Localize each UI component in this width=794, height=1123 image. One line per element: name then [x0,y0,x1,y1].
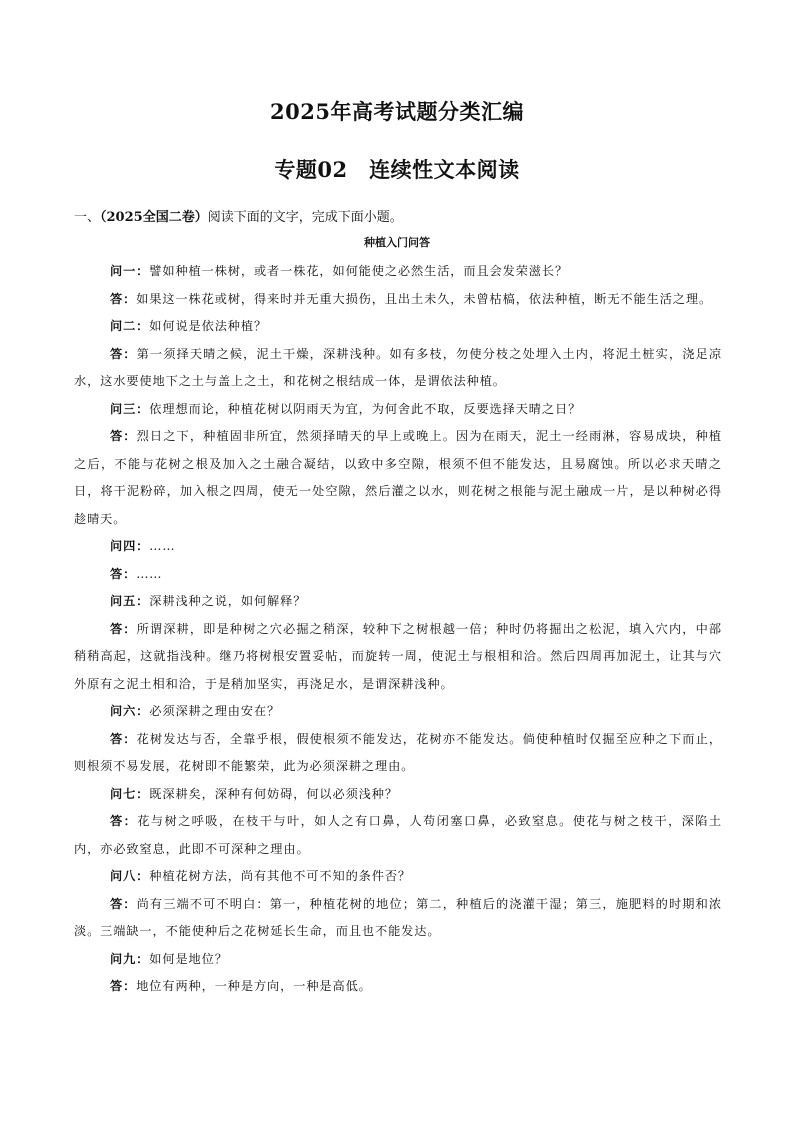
qa-label: 问三： [110,401,150,416]
qa-label: 答： [110,429,137,443]
paragraph [74,341,722,396]
question-intro [74,206,403,225]
qa-text: 烈日之下，种植固非所宜，然须择晴天的早上或晚上。因为在雨天，泥土一经雨淋，容易成块，种植之后，不能与花树之根及加入之土融合凝结，以致中多空隙，根须不但不能发达，且易腐蚀。所以必求天晴之日，将干泥粉碎，加入根之四周，使无一处空隙，然后灌之以水，则花树之根能与泥土融成一片，是以种树必得趁晴天。 [74,429,722,526]
qa-label: 答： [110,566,137,581]
qa-label: 问一： [110,264,150,278]
paragraph [74,863,722,891]
qa-text: …… [149,539,176,553]
qa-text: …… [136,566,163,581]
paragraph [74,616,722,699]
qa-text: 如何说是依法种植？ [149,319,268,333]
qa-text: 譬如种植一株树，或者一株花，如何能使之必然生活，而且会发荣滋长？ [149,264,569,278]
qa-text: 所谓深耕，即是种树之穴必掘之稍深，较种下之树根越一倍；种时仍将掘出之松泥，填入穴内，中部稍稍高起，这就指浅种。继乃将树根安置妥帖，而旋转一周，使泥土与根相和洽。然后四周再加泥土，让其与穴外原有之泥土相和洽，于是稍加坚实，再浇足水，是谓深耕浅种。 [74,621,722,691]
article-title: 种植入门问答 [364,236,430,249]
paragraph [74,808,722,863]
paragraph [74,286,722,314]
qa-label: 答： [110,896,137,911]
paragraph [74,698,722,726]
qa-text: 第一须择天晴之候，泥土干燥，深耕浅种。如有多枝，勿使分枝之处埋入土内，将泥土桩实，浇足凉水，这水要使地下之土与盖上之土，和花树之根结成一体，是谓依法种植。 [74,346,722,388]
paragraph [74,258,722,286]
qa-text: 花与树之呼吸，在枝干与叶，如人之有口鼻，人苟闭塞口鼻，必致窒息。使花与树之枝干，深陷土内，亦必致窒息，此即不可深种之理由。 [74,814,722,856]
qa-text: 必须深耕之理由安在？ [149,704,281,718]
qa-text: 深耕浅种之说，如何解释？ [149,594,307,608]
paragraph [74,946,722,974]
qa-text: 种植花树方法，尚有其他不可不知的条件否？ [149,869,412,883]
paragraph [74,726,722,781]
paragraph [74,396,722,424]
paragraph [74,313,722,341]
qa-label: 问八： [110,869,150,883]
qa-label: 答： [110,346,137,361]
article-body [74,258,722,1001]
qa-label: 答： [110,979,137,993]
paragraph [74,891,722,946]
qa-label: 问六： [110,704,150,718]
qa-text: 依理想而论，种植花树以阴雨天为宜，为何舍此不取，反要选择天晴之日？ [149,401,582,416]
paragraph [74,781,722,809]
qa-label: 问九： [110,951,150,966]
qa-label: 答： [110,731,137,746]
qa-label: 问二： [110,319,150,333]
paragraph [74,561,722,589]
qa-label: 问七： [110,786,150,801]
qa-label: 答： [110,814,138,828]
question-number: 一、 [74,210,101,225]
paragraph [74,973,722,1001]
qa-text: 地位有两种，一种是方向，一种是高低。 [136,979,372,993]
question-instruction: 阅读下面的文字，完成下面小题。 [207,210,403,225]
qa-text: 如何是地位？ [149,951,228,966]
paragraph [74,533,722,561]
qa-label: 问五： [110,594,150,608]
qa-label: 答： [110,291,137,306]
qa-text: 尚有三端不可不明白：第一，种植花树的地位；第二，种植后的浇灌干湿；第三，施肥料的时期和浓淡。三端缺一，不能使种后之花树延长生命，而且也不能发达。 [74,896,722,938]
qa-label: 问四： [110,539,150,553]
document-subtitle: 专题02 连续性文本阅读 [274,157,520,182]
qa-text: 花树发达与否，全靠乎根，假使根须不能发达，花树亦不能发达。倘使种植时仅掘至应种之下而止，则根须不易发展，花树即不能繁荣，此为必须深耕之理由。 [74,731,722,773]
question-source: （2025全国二卷） [100,210,208,225]
paragraph [74,588,722,616]
document-title: 2025年高考试题分类汇编 [270,99,524,124]
qa-text: 如果这一株花或树，得来时并无重大损伤，且出土未久，未曾枯槁，依法种植，断无不能生活之理。 [136,291,713,306]
paragraph [74,423,722,533]
qa-text: 既深耕矣，深种有何妨碍，何以必须浅种？ [149,786,398,801]
qa-label: 答： [110,621,137,636]
